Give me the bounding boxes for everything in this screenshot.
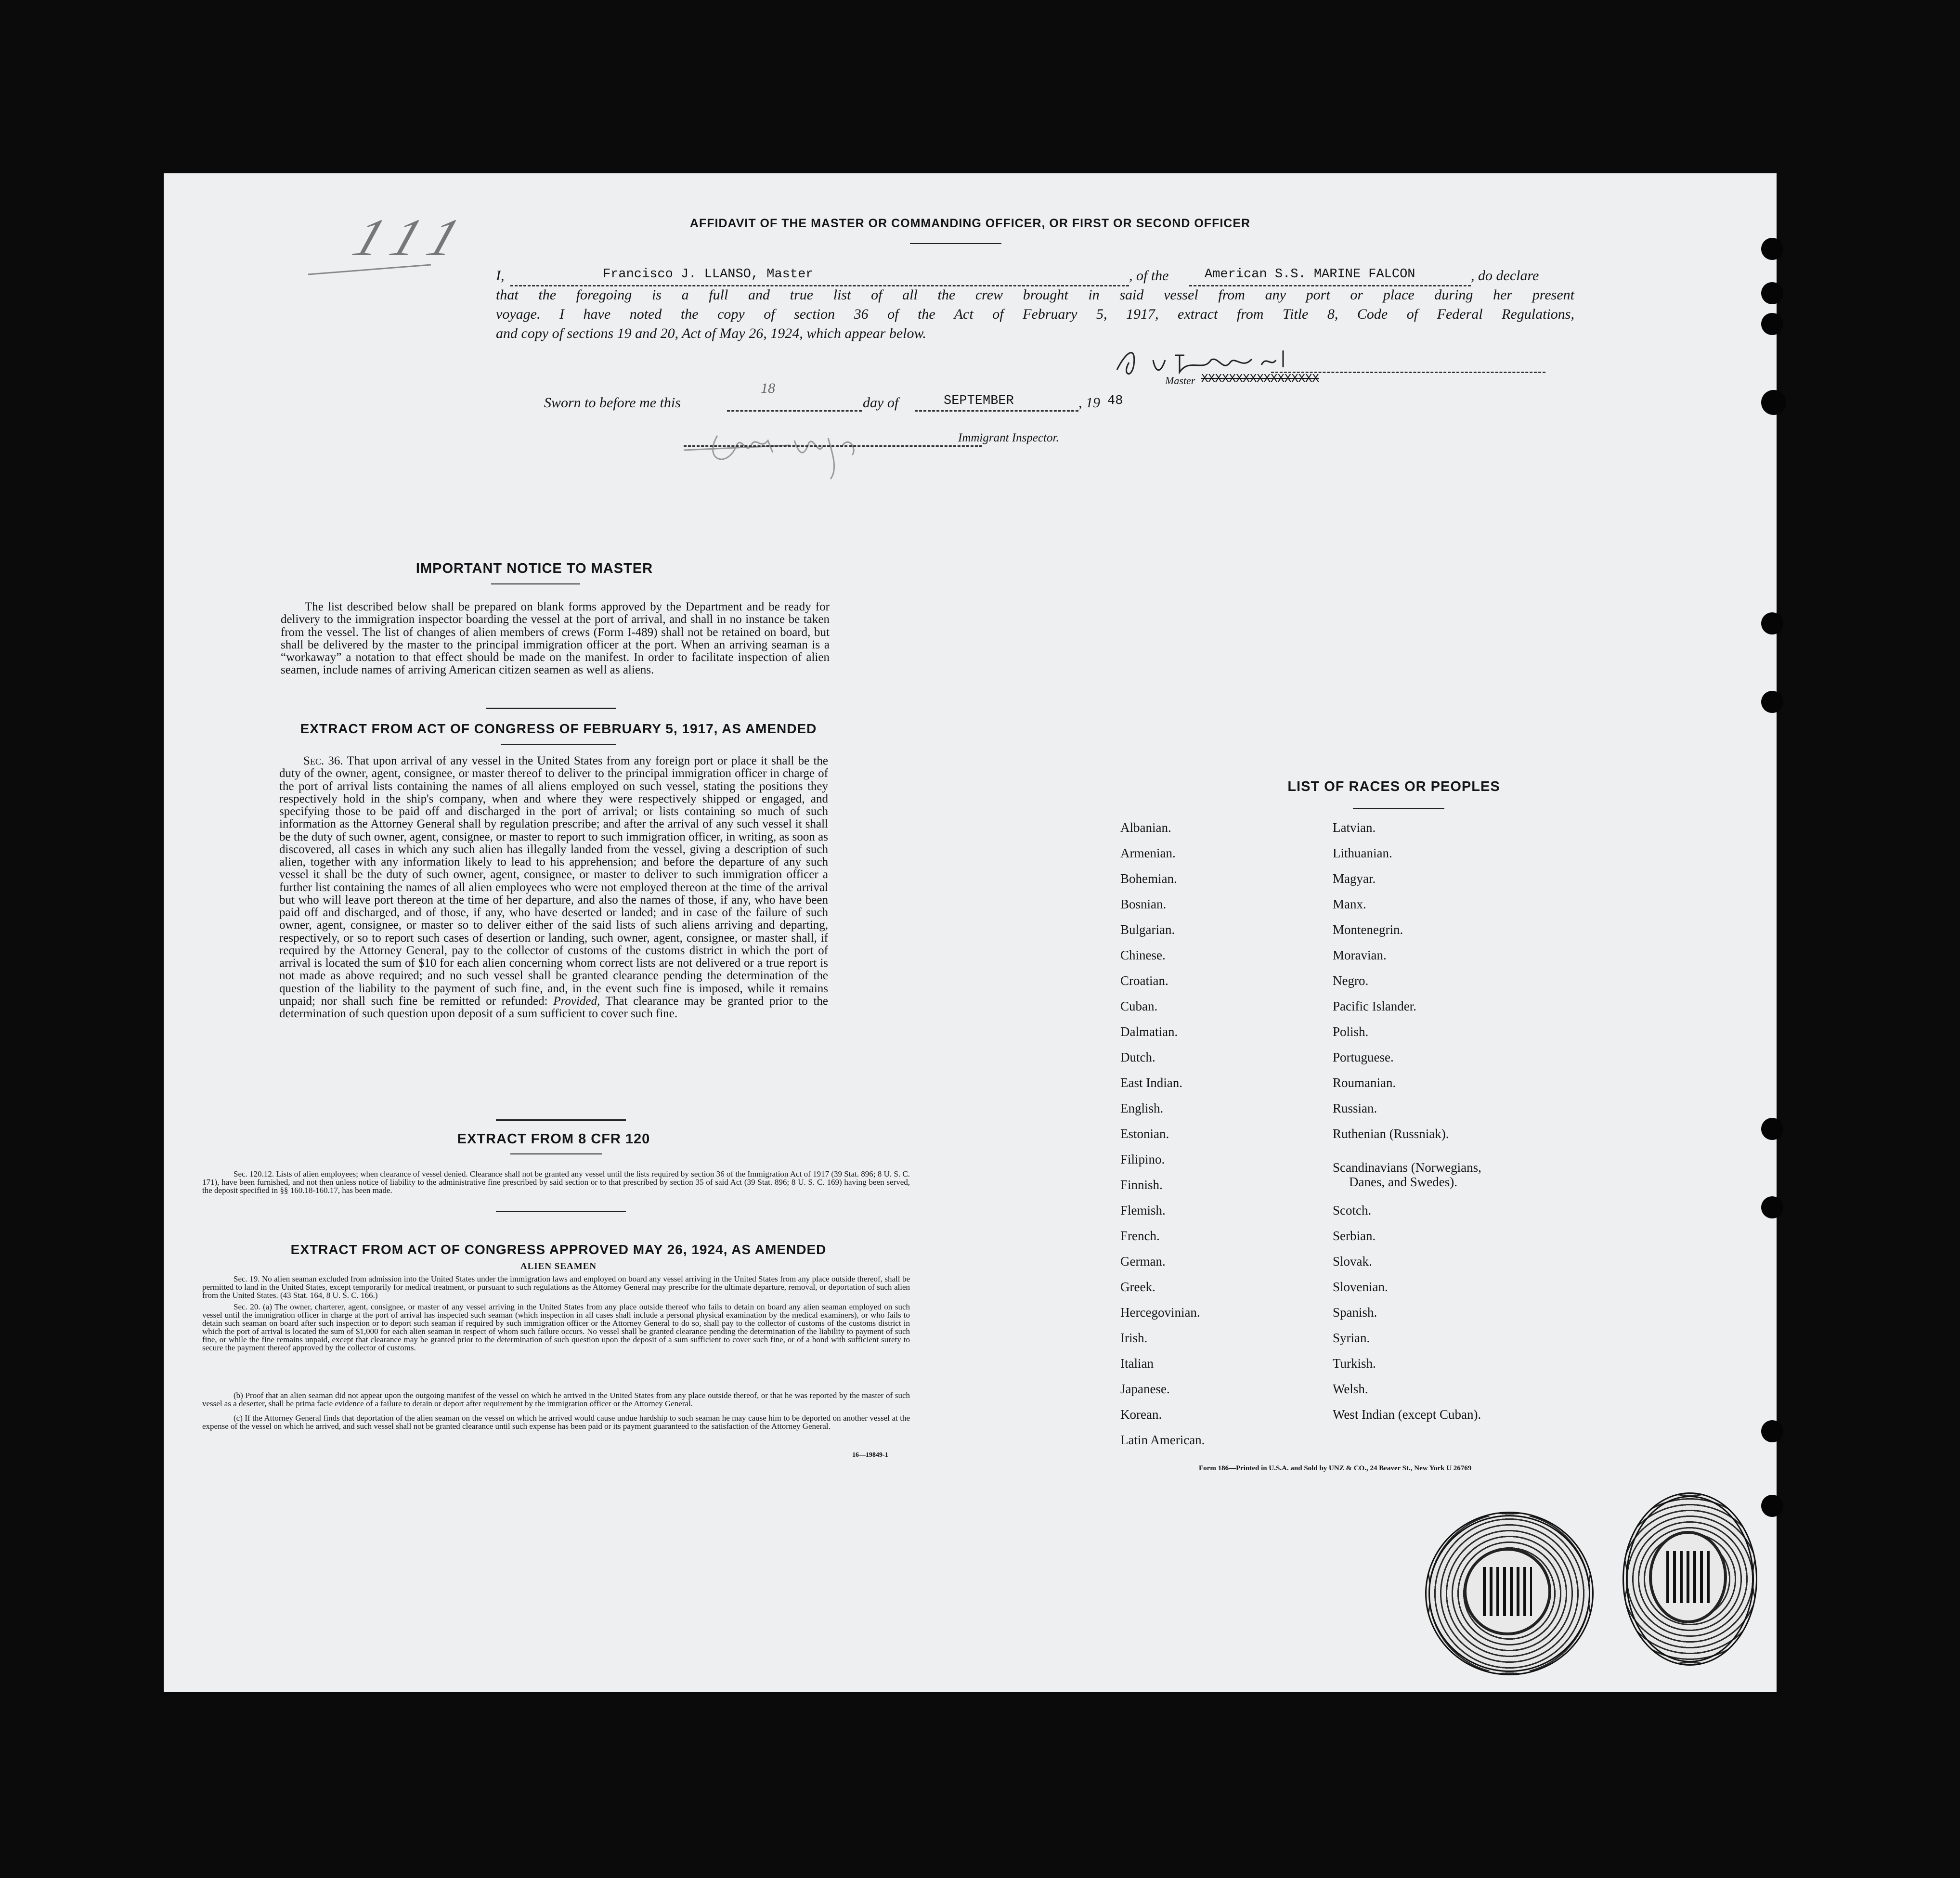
extract-1924-title: EXTRACT FROM ACT OF CONGRESS APPROVED MAY 26, 1924, AS AMENDED <box>290 1242 827 1257</box>
race-item: Latin American. <box>1120 1433 1205 1447</box>
race-item: French. <box>1120 1229 1160 1243</box>
race-item: Roumanian. <box>1333 1075 1396 1090</box>
i-label: I, <box>496 268 505 284</box>
race-item: Slovak. <box>1333 1254 1372 1269</box>
race-item: Portuguese. <box>1333 1050 1394 1064</box>
binder-hole <box>1761 691 1783 713</box>
sec20b-text: (b) Proof that an alien seaman did not appear upon the outgoing manifest of the vessel on which he arrived in the United States from any place outside thereof, or that he was reported by the master of such vessel as a deserter, shall be prima facie evidence of a failure to detain or deport after requirement by the immigration officer or the Attorney General. <box>202 1391 910 1408</box>
form-sheet <box>164 173 1777 1692</box>
race-item: Bohemian. <box>1120 871 1177 886</box>
title-rule <box>910 243 1001 244</box>
binder-hole <box>1761 282 1783 304</box>
race-item-continuation: Danes, and Swedes). <box>1349 1175 1457 1189</box>
sec20c-text: (c) If the Attorney General finds that deportation of the alien seaman on the vessel on which he arrived would cause undue hardship to such seaman he may cause him to be deported on another vessel at the expense of the vessel on which he arrived, and such vessel shall not be granted clearance until such expense has been paid or its payment guaranteed to the satisfaction of the Attorney General. <box>202 1413 910 1431</box>
race-item: Cuban. <box>1120 999 1158 1013</box>
master-name-field: Francisco J. LLANSO, Master <box>603 267 814 282</box>
race-item: Spanish. <box>1333 1305 1377 1320</box>
race-item: West Indian (except Cuban). <box>1333 1407 1481 1422</box>
race-item: Montenegrin. <box>1333 922 1403 937</box>
extract-1917-end-rule <box>496 1119 626 1121</box>
sec36-provided: Provided, <box>553 994 600 1008</box>
race-item: Turkish. <box>1333 1356 1376 1371</box>
race-item: Latvian. <box>1333 820 1376 835</box>
race-item: Flemish. <box>1120 1203 1166 1217</box>
race-item: Irish. <box>1120 1331 1148 1345</box>
extract-cfr-title: EXTRACT FROM 8 CFR 120 <box>457 1131 650 1147</box>
race-item: Scotch. <box>1333 1203 1372 1217</box>
stamp-center <box>1649 1531 1727 1623</box>
binder-hole <box>1761 1495 1783 1517</box>
declaration-line-2: that the foregoing is a full and true list of all the crew brought in said vessel from any port or place during her present <box>496 287 1574 303</box>
race-item: Dalmatian. <box>1120 1024 1178 1039</box>
races-title: LIST OF RACES OR PEOPLES <box>1287 779 1500 794</box>
race-item: Moravian. <box>1333 948 1387 962</box>
race-item: Negro. <box>1333 973 1369 988</box>
form-code: 16—19849-1 <box>852 1451 888 1459</box>
do-declare-label: , do declare <box>1471 268 1539 284</box>
master-caption: Master <box>1165 375 1195 387</box>
struck-title: XXXXXXXXXXXXXXXXX <box>1201 373 1319 386</box>
race-item: Italian <box>1120 1356 1154 1371</box>
master-name-line <box>510 285 1129 286</box>
sworn-month-line <box>915 410 1078 412</box>
sec36-body: That upon arrival of any vessel in the United States from any foreign port or place it shall be the duty of the owner, agent, consignee, or master thereof to deliver to the principal immigration officer in charge of the port of arrival lists containing the names of all aliens employed on such vessel, stating the positions they respectively hold in the ship's company, when and where they were respectively shipped or engaged, and specifying those to be paid off and discharged in the port of arrival; or lists containing so much of such information as the Attorney General shall by regulation prescribe; and after the arrival of any such vessel it shall be the duty of such owner, agent, consignee, or master to report to such immigration officer, in writing, as soon as discovered, all cases in which any such alien has illegally landed from the vessel, giving a description of such alien, together with any information likely to lead to his apprehension; and before the departure of any such vessel it shall be the duty of such owner, agent, consignee, or master to deliver to such immigration officer a further list containing the names of all alien employees who were not employed thereon at the time of the arrival but who will leave port thereon at the time of her departure, and also the names of those, if any, who have been paid off and discharged, and of those, if any, who have deserted or landed; and in case of the failure of such owner, agent, consignee, or master so to deliver either of the said lists of such aliens arriving and departing, respectively, or so to report such cases of desertion or landing, such owner, agent, consignee, or master shall, if required by the Attorney General, pay to the collector of customs of the customs district in which the port of arrival is located the sum of $10 for each alien concerning whom correct lists are not delivered or a true report is not made as above required; and no such vessel shall be granted clearance pending the determination of the question of the liability to the payment of such fine, and, in the event such fine is imposed, while it remains unpaid; nor shall such fine be remitted or refunded: <box>279 754 828 1008</box>
declaration-line-3: voyage. I have noted the copy of section 36 of the Act of February 5, 1917, extract from Title 8, Code of Federal Regulations, <box>496 306 1574 322</box>
race-item: German. <box>1120 1254 1166 1269</box>
race-item: Chinese. <box>1120 948 1166 962</box>
race-item: Dutch. <box>1120 1050 1155 1064</box>
race-item: Croatian. <box>1120 973 1168 988</box>
notice-end-rule <box>486 708 616 709</box>
race-item: Welsh. <box>1333 1382 1368 1396</box>
day-of-label: day of <box>863 395 899 411</box>
race-item: Finnish. <box>1120 1178 1163 1192</box>
binder-hole <box>1761 612 1783 635</box>
notice-rule <box>491 583 580 584</box>
race-item: Bulgarian. <box>1120 922 1175 937</box>
notice-title: IMPORTANT NOTICE TO MASTER <box>415 561 653 576</box>
inspector-caption: Immigrant Inspector. <box>958 431 1059 444</box>
race-item: Filipino. <box>1120 1152 1165 1166</box>
race-item: Lithuanian. <box>1333 846 1392 860</box>
extract-cfr-rule <box>510 1153 602 1154</box>
race-item: Syrian. <box>1333 1331 1370 1345</box>
extract-1917-title: EXTRACT FROM ACT OF CONGRESS OF FEBRUARY 5, 1917, AS AMENDED <box>300 721 817 736</box>
race-item: Ruthenian (Russniak). <box>1333 1127 1449 1141</box>
page-marker: 111 <box>345 208 482 267</box>
sec19-text: Sec. 19. No alien seaman excluded from admission into the United States under the immigration laws and employed on board any vessel arriving in the United States from any place outside thereof, shall be permitted to land in the United States, except temporarily for medical treatment, or pursuant to such regulations as the Attorney General may prescribe for the ultimate departure, removal, or deportation of such alien from the United States. (43 Stat. 164, 8 U. S. C. 166.) <box>202 1274 910 1300</box>
sec20a-text: Sec. 20. (a) The owner, charterer, agent, consignee, or master of any vessel arriving in the United States from any place outside thereof who fails to detain on board any alien seaman employed on such vessel until the immigration officer in charge at the port of arrival has inspected such seaman (which inspection in all cases shall include a personal physical examination by the medical examiners), or who fails to detain such seaman on board after such inspection or to deport such seaman if required by such immigration officer or the Attorney General to do so, shall pay to the collector of customs of the customs district in which the port of arrival is located the sum of $1,000 for each alien seaman in respect of whom such failure occurs. No vessel shall be granted clearance pending the determination of the liability to payment of such fine, or while the fine remains unpaid, except that clearance may be granted prior to the determination of such question upon the deposit of a sum sufficient to cover such fine, or of a bond with sufficient surety to secure the payment thereof approved by the collector of customs. <box>202 1302 910 1352</box>
race-item: Estonian. <box>1120 1127 1169 1141</box>
binder-hole <box>1761 390 1786 415</box>
year-suffix-field: 48 <box>1107 394 1123 408</box>
race-item: Russian. <box>1333 1101 1377 1115</box>
extract-cfr-end-rule <box>496 1211 626 1212</box>
race-item: Albanian. <box>1120 820 1171 835</box>
sworn-day-field: 18 <box>761 380 775 396</box>
race-item: Japanese. <box>1120 1382 1170 1396</box>
binder-hole <box>1761 238 1783 260</box>
race-item: Manx. <box>1333 897 1366 911</box>
binder-hole <box>1761 313 1783 335</box>
binder-hole <box>1761 1118 1783 1140</box>
extract-cfr-text: Sec. 120.12. Lists of alien employees; when clearance of vessel denied. Clearance shall not be granted any vessel until the lists required by section 36 of the Immigration Act of 1917 (39 Stat. 896; 8 U. S. C. 171), have been furnished, and not then unless notice of liability to the administrative fine prescribed by said section or to that prescribed by section 35 of said Act (39 Stat. 896; 8 U. S. C. 169) having been served, the deposit specified in §§ 160.18-160.17, has been made. <box>202 1169 910 1195</box>
race-item: Armenian. <box>1120 846 1176 860</box>
race-item: Korean. <box>1120 1407 1162 1422</box>
race-item: Scandinavians (Norwegians, <box>1333 1160 1481 1175</box>
race-item: Slovenian. <box>1333 1280 1388 1294</box>
binder-hole <box>1761 1196 1783 1218</box>
race-item: Hercegovinian. <box>1120 1305 1200 1320</box>
race-item: Bosnian. <box>1120 897 1167 911</box>
inspector-signature <box>684 416 1011 484</box>
of-the-label: , of the <box>1129 268 1169 284</box>
race-item: East Indian. <box>1120 1075 1182 1090</box>
race-item: Magyar. <box>1333 871 1376 886</box>
sworn-label: Sworn to before me this <box>544 395 681 411</box>
extract-1917-text <box>279 755 828 1020</box>
races-rule <box>1353 808 1444 809</box>
stamp-center <box>1464 1548 1551 1635</box>
race-item: Polish. <box>1333 1024 1369 1039</box>
binder-hole <box>1761 1420 1783 1442</box>
sworn-month-field: SEPTEMBER <box>944 394 1014 408</box>
affidavit-title: AFFIDAVIT OF THE MASTER OR COMMANDING OFFICER, OR FIRST OR SECOND OFFICER <box>689 217 1251 230</box>
official-stamp <box>1623 1492 1757 1666</box>
declaration-line-4: and copy of sections 19 and 20, Act of May 26, 1924, which appear below. <box>496 325 926 341</box>
race-item: English. <box>1120 1101 1164 1115</box>
race-item: Pacific Islander. <box>1333 999 1416 1013</box>
race-item: Serbian. <box>1333 1229 1376 1243</box>
extract-1917-rule <box>501 744 616 745</box>
sworn-day-line <box>727 410 862 412</box>
race-item: Greek. <box>1120 1280 1155 1294</box>
vessel-name-field: American S.S. MARINE FALCON <box>1205 267 1415 282</box>
pencil-stroke <box>308 262 433 277</box>
extract-1924-subtitle: ALIEN SEAMEN <box>520 1261 597 1271</box>
year-prefix: , 19 <box>1078 395 1100 411</box>
sec36-label: Sec. 36. <box>303 754 343 767</box>
notice-text: The list described below shall be prepared on blank forms approved by the Department and be ready for delivery to the immigration inspector boarding the vessel at the port of arrival, and shall in no instance be taken from the vessel. The list of changes of alien members of crews (Form I-489) shall not be retained on board, but shall be delivered by the master to the principal immigration officer at the port. When an arriving seaman is a “workaway” a notation to that effect should be made on the manifest. In order to facilitate inspection of alien seamen, include names of arriving American citizen seamen as well as aliens. <box>281 600 830 677</box>
vessel-line <box>1189 285 1471 286</box>
sec36-end: That clearance may be granted prior to the determination of such question upon deposit of a sum sufficient to cover such fine. <box>279 994 828 1020</box>
inspector-line <box>684 445 982 447</box>
official-stamp <box>1425 1512 1594 1675</box>
form-footer: Form 186—Printed in U.S.A. and Sold by UNZ & CO., 24 Beaver St., New York U 26769 <box>1199 1464 1472 1472</box>
